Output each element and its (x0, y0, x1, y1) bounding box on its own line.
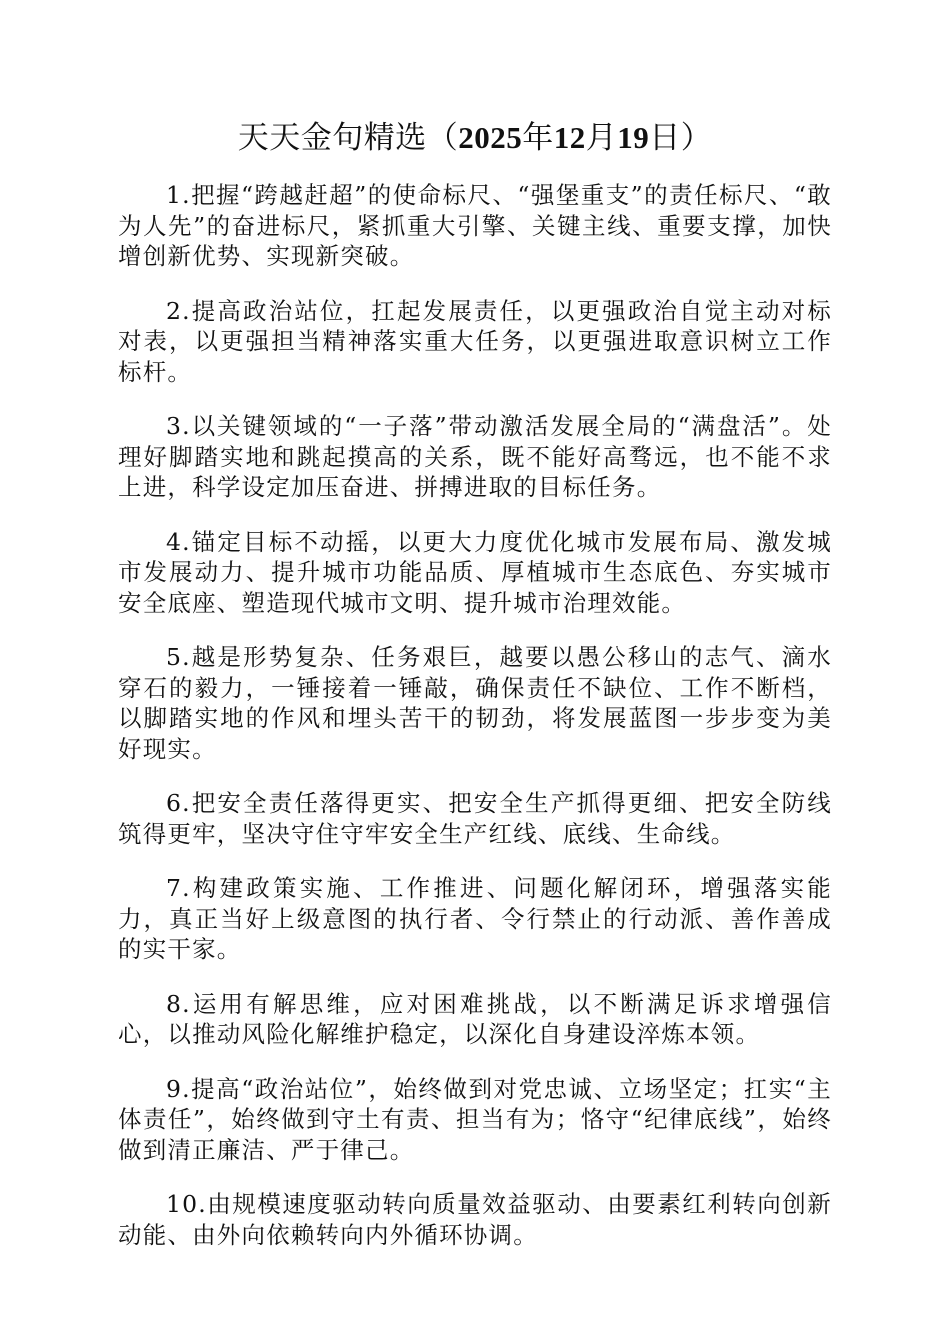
quote-item-1: 1.把握“跨越赶超”的使命标尺、“强堡重支”的责任标尺、“敢为人先”的奋进标尺，紧抓重大引擎、关键主线、重要支撑，加快增创新优势、实现新突破。 (118, 181, 832, 270)
title-year-unit: 年 (522, 120, 554, 156)
title-day: 19 (617, 120, 650, 155)
title-prefix: 天天金句精选（ (237, 120, 459, 156)
title-year: 2025 (458, 120, 523, 155)
quote-list (118, 180, 832, 1250)
quote-item-5: 5.越是形势复杂、任务艰巨，越要以愚公移山的志气、滴水穿石的毅力，一锤接着一锤敲，确保责任不缺位、工作不断档，以脚踏实地的作风和埋头苦干的韧劲，将发展蓝图一步步变为美好现实。 (118, 643, 832, 763)
quote-item-10: 10.由规模速度驱动转向质量效益驱动、由要素红利转向创新动能、由外向依赖转向内外循环协调。 (118, 1190, 832, 1249)
quote-item-9: 9.提高“政治站位”，始终做到对党忠诚、立场坚定；扛实“主体责任”，始终做到守土有责、担当有为；恪守“纪律底线”，始终做到清正廉洁、严于律己。 (118, 1074, 832, 1164)
quote-item-8: 8.运用有解思维，应对困难挑战，以不断满足诉求增强信心，以推动风险化解维护稳定，以深化自身建设淬炼本领。 (118, 989, 832, 1048)
quote-item-7: 7.构建政策实施、工作推进、问题化解闭环，增强落实能力，真正当好上级意图的执行者、令行禁止的行动派、善作善成的实干家。 (118, 874, 832, 963)
quote-item-4: 4.锚定目标不动摇，以更大力度优化城市发展布局、激发城市发展动力、提升城市功能品质、厚植城市生态底色、夯实城市安全底座、塑造现代城市文明、提升城市治理效能。 (118, 527, 832, 617)
quote-item-3: 3.以关键领域的“一子落”带动激活发展全局的“满盘活”。处理好脚踏实地和跳起摸高的关系，既不能好高骛远，也不能不求上进，科学设定加压奋进、拼搏进取的目标任务。 (118, 412, 832, 501)
title-month-unit: 月 (585, 120, 618, 156)
title-month: 12 (553, 120, 586, 155)
quote-item-6: 6.把安全责任落得更实、把安全生产抓得更细、把安全防线筑得更牢，坚决守住守牢安全生产红线、底线、生命线。 (118, 789, 832, 848)
page-title (118, 118, 832, 158)
title-suffix: 日） (649, 120, 713, 156)
quote-item-2: 2.提高政治站位，扛起发展责任，以更强政治自觉主动对标对表，以更强担当精神落实重大任务，以更强进取意识树立工作标杆。 (118, 296, 832, 386)
